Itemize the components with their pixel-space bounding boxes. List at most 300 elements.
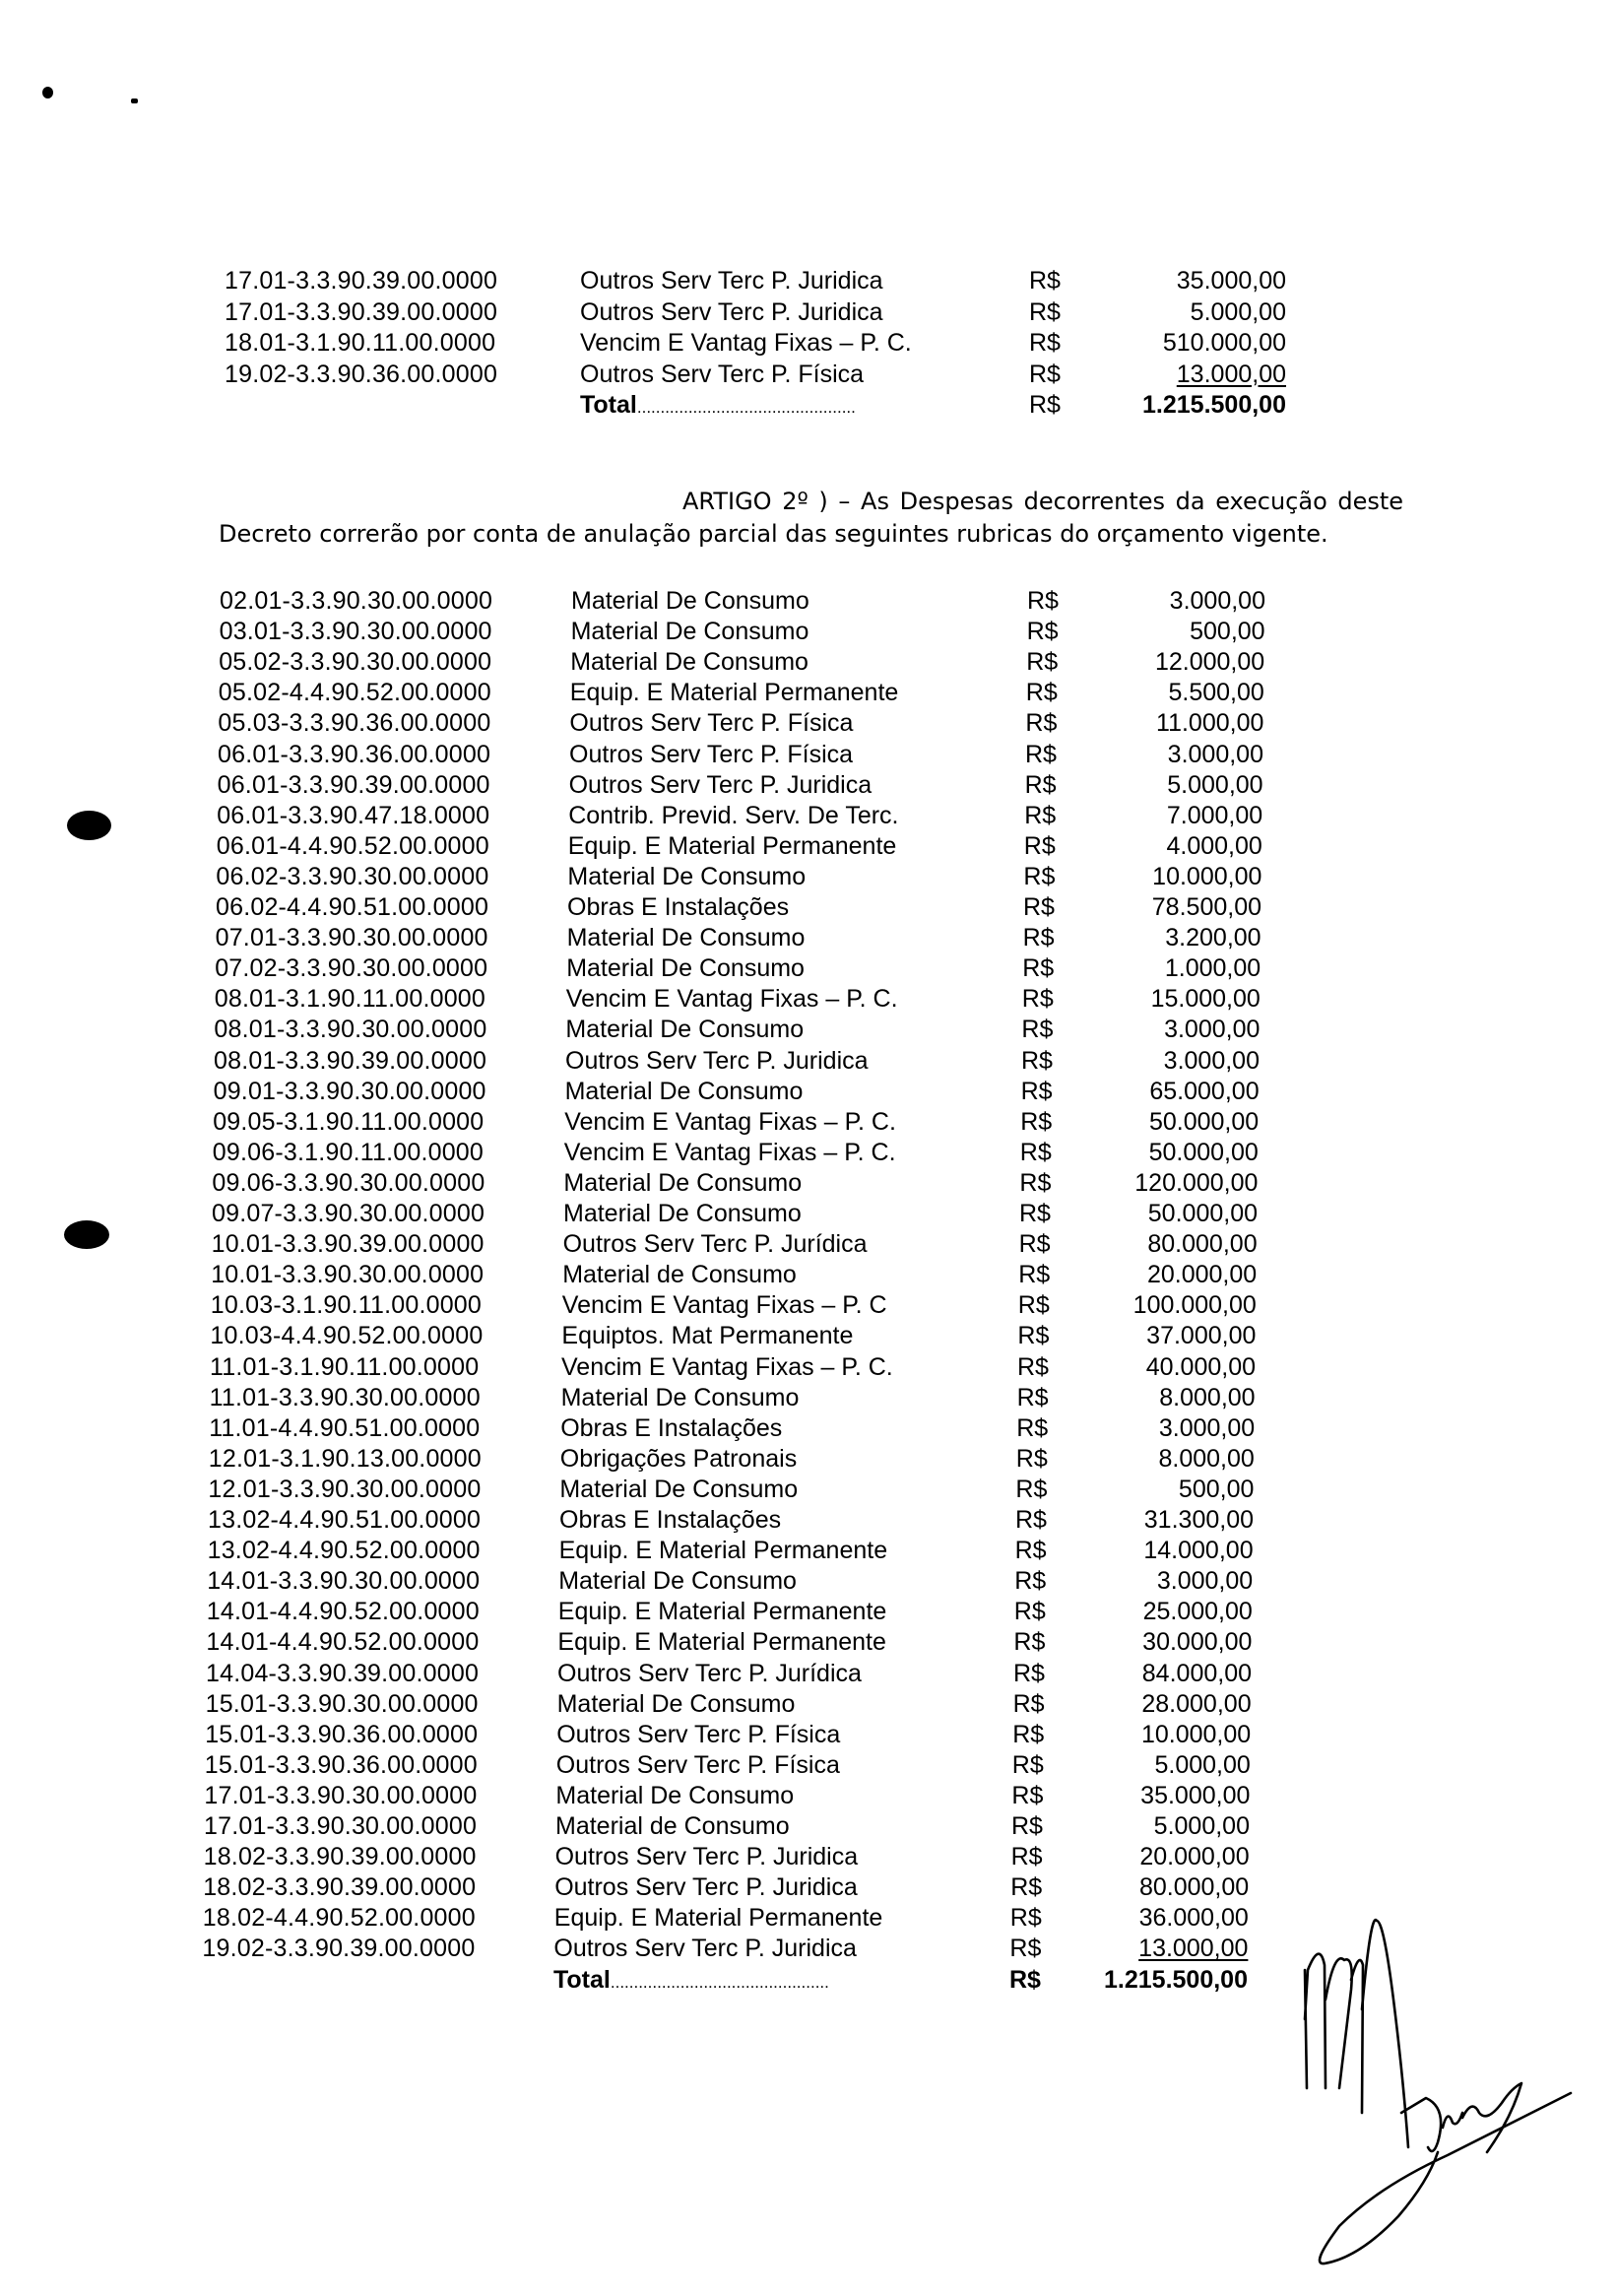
amount-text: 10.000,00	[1140, 1720, 1252, 1748]
table-row	[218, 740, 1399, 770]
amount-text: 3.000,00	[1156, 1567, 1254, 1596]
handwritten-signature-icon	[1261, 1891, 1617, 2296]
total-currency: R$	[1009, 1965, 1041, 1994]
expense-description: Material de Consumo	[555, 1812, 790, 1840]
amount-text: 100.000,00	[1132, 1291, 1257, 1320]
expense-description: Material De Consumo	[566, 954, 805, 983]
total-value: 1.215.500,00	[1142, 391, 1286, 419]
amount-text: 20.000,00	[1139, 1843, 1250, 1871]
table-row	[211, 1290, 1392, 1321]
amount-text: 80.000,00	[1147, 1230, 1258, 1259]
amount-value	[1045, 892, 1261, 923]
table-row	[208, 1505, 1390, 1536]
table-row	[210, 1383, 1391, 1413]
amount-value	[1034, 1750, 1251, 1781]
expense-description: Material De Consumo	[564, 1077, 804, 1105]
table-row	[211, 1260, 1392, 1290]
budget-code: 14.01-4.4.90.52.00.0000	[206, 1598, 480, 1626]
budget-code: 07.01-3.3.90.30.00.0000	[215, 924, 488, 952]
budget-code: 06.01-3.3.90.36.00.0000	[218, 740, 491, 768]
budget-code: 10.03-3.1.90.11.00.0000	[210, 1291, 483, 1320]
table-row	[207, 1597, 1389, 1627]
table-row	[214, 1015, 1395, 1045]
budget-code: 05.03-3.3.90.36.00.0000	[218, 709, 491, 738]
total-leader-dots: ...............................................	[610, 1972, 829, 1992]
expense-description: Material De Consumo	[559, 1475, 799, 1503]
amount-text: 13.000,00	[1138, 1935, 1249, 1963]
currency-label: R$	[1015, 1444, 1048, 1473]
currency-label: R$	[1011, 1781, 1044, 1809]
amount-text: 5.000,00	[1167, 770, 1263, 799]
table-row	[219, 678, 1400, 708]
amount-text: 36.000,00	[1138, 1904, 1249, 1933]
budget-code: 11.01-3.1.90.11.00.0000	[210, 1352, 480, 1381]
currency-label: R$	[1013, 1628, 1046, 1657]
budget-code: 19.02-3.3.90.39.00.0000	[202, 1935, 476, 1963]
currency-label: R$	[1019, 1138, 1052, 1166]
amount-value	[1043, 1046, 1260, 1077]
table-row	[207, 1566, 1389, 1597]
table-row	[212, 1229, 1393, 1260]
amount-value	[1032, 1872, 1249, 1903]
table-row	[209, 1413, 1391, 1444]
currency-label: R$	[1016, 1413, 1049, 1442]
budget-code: 18.02-3.3.90.39.00.0000	[203, 1873, 477, 1902]
budget-code: 19.02-3.3.90.36.00.0000	[225, 360, 498, 388]
table-row	[225, 328, 1406, 359]
expense-description: Vencim E Vantag Fixas – P. C.	[564, 1107, 896, 1136]
amount-value	[1045, 923, 1261, 953]
budget-code: 06.02-4.4.90.51.00.0000	[216, 893, 489, 921]
budget-code: 17.01-3.3.90.39.00.0000	[225, 267, 498, 295]
amount-value	[1047, 770, 1263, 801]
expense-description: Outros Serv Terc P. Física	[569, 740, 854, 768]
expense-description: Vencim E Vantag Fixas – P. C.	[565, 985, 898, 1014]
expense-description: Outros Serv Terc P. Juridica	[554, 1843, 859, 1871]
expense-description: Equip. E Material Permanente	[558, 1537, 888, 1565]
currency-label: R$	[1026, 618, 1059, 646]
amount-value	[1046, 831, 1262, 862]
amount-text: 78.500,00	[1151, 893, 1261, 921]
currency-label: R$	[1009, 1904, 1042, 1933]
total-row	[202, 1965, 1384, 1996]
amount-text: 84.000,00	[1141, 1659, 1252, 1687]
expense-description: Equip. E Material Permanente	[567, 831, 897, 860]
currency-label: R$	[1018, 1230, 1051, 1259]
budget-code: 15.01-3.3.90.36.00.0000	[205, 1720, 479, 1748]
currency-label: R$	[1017, 1322, 1050, 1350]
article-2-heading: ARTIGO 2º ) – As Despesas decorrentes da execução deste	[682, 488, 1404, 515]
currency-label: R$	[1024, 801, 1057, 829]
budget-code: 02.01-3.3.90.30.00.0000	[220, 587, 493, 615]
currency-label: R$	[1023, 862, 1056, 890]
amount-text: 7.000,00	[1166, 801, 1263, 829]
budget-code: 05.02-3.3.90.30.00.0000	[219, 648, 492, 677]
amount-text: 3.000,00	[1164, 1016, 1261, 1044]
amount-value	[1033, 1781, 1250, 1811]
budget-code: 14.04-3.3.90.39.00.0000	[206, 1659, 480, 1687]
amount-text: 3.000,00	[1169, 587, 1265, 615]
table-row	[219, 647, 1400, 678]
expense-description: Obras E Instalações	[560, 1413, 783, 1442]
amount-text: 3.000,00	[1158, 1413, 1256, 1442]
currency-label: R$	[1014, 1567, 1047, 1596]
currency-label: R$	[1027, 587, 1059, 615]
amount-value	[1048, 647, 1264, 678]
currency-label: R$	[1029, 297, 1061, 326]
expense-description: Equip. E Material Permanente	[557, 1628, 886, 1657]
table-row	[206, 1627, 1388, 1658]
currency-label: R$	[1011, 1812, 1043, 1840]
amount-value	[1033, 1811, 1250, 1842]
budget-code: 11.01-4.4.90.51.00.0000	[209, 1413, 481, 1442]
table-row	[217, 801, 1398, 831]
budget-code: 08.01-3.3.90.39.00.0000	[214, 1046, 487, 1075]
table-row	[204, 1842, 1386, 1872]
currency-label: R$	[1020, 1077, 1053, 1105]
table-row	[220, 617, 1401, 647]
amount-value	[1041, 1168, 1258, 1199]
table-row	[214, 1077, 1395, 1107]
amount-value	[1045, 862, 1261, 892]
expense-description: Outros Serv Terc P. Juridica	[580, 297, 883, 326]
amount-text: 5.500,00	[1168, 679, 1264, 707]
currency-label: R$	[1012, 1720, 1045, 1748]
budget-code: 17.01-3.3.90.30.00.0000	[204, 1781, 478, 1809]
expense-description: Outros Serv Terc P. Física	[556, 1720, 841, 1748]
budget-code: 12.01-3.1.90.13.00.0000	[208, 1444, 482, 1473]
amount-value	[1040, 1290, 1257, 1321]
total-row	[225, 390, 1406, 421]
budget-code: 18.01-3.1.90.11.00.0000	[225, 329, 496, 357]
budget-code: 17.01-3.3.90.30.00.0000	[204, 1812, 478, 1840]
amount-value	[1042, 1138, 1259, 1168]
total-label-text: Total	[580, 391, 637, 419]
amount-text: 10.000,00	[1152, 862, 1262, 890]
currency-label: R$	[1013, 1659, 1045, 1687]
table-row	[206, 1659, 1388, 1689]
total-label	[553, 1965, 829, 1998]
budget-code: 18.02-3.3.90.39.00.0000	[203, 1843, 477, 1871]
expense-description: Material De Consumo	[563, 1200, 802, 1227]
expense-description: Outros Serv Terc P. Juridica	[580, 267, 883, 295]
amount-text: 3.200,00	[1165, 924, 1261, 952]
table-row	[215, 953, 1396, 984]
currency-label: R$	[1021, 1016, 1054, 1044]
amount-text: 50.000,00	[1148, 1107, 1260, 1136]
amount-value	[1044, 953, 1261, 984]
table-row	[204, 1781, 1386, 1811]
table-row	[220, 586, 1401, 617]
scan-speck-icon	[131, 98, 138, 103]
table-row	[206, 1689, 1388, 1720]
budget-code: 08.01-3.3.90.30.00.0000	[214, 1016, 487, 1044]
currency-label: R$	[1010, 1843, 1043, 1871]
amount-value	[1069, 328, 1286, 359]
amount-value	[1031, 1934, 1248, 1964]
expense-description: Material de Consumo	[562, 1261, 797, 1289]
budget-code: 14.01-3.3.90.30.00.0000	[207, 1567, 481, 1596]
table-row	[217, 831, 1398, 862]
budget-code: 09.05-3.1.90.11.00.0000	[213, 1107, 485, 1136]
currency-label: R$	[1015, 1475, 1048, 1503]
expense-description: Outros Serv Terc P. Jurídica	[562, 1230, 868, 1259]
table-row	[225, 266, 1406, 296]
amount-value	[1037, 1536, 1254, 1566]
currency-label: R$	[1024, 770, 1057, 799]
currency-label: R$	[1021, 1046, 1053, 1075]
currency-label: R$	[1018, 1261, 1051, 1289]
amount-text: 4.000,00	[1166, 831, 1262, 860]
total-currency: R$	[1029, 391, 1061, 419]
punch-hole-icon	[67, 811, 111, 840]
budget-code: 10.03-4.4.90.52.00.0000	[210, 1322, 484, 1350]
amount-text: 500,00	[1178, 1475, 1255, 1503]
amount-value	[1069, 266, 1286, 296]
budget-code: 06.01-3.3.90.47.18.0000	[217, 801, 490, 829]
budget-code: 07.02-3.3.90.30.00.0000	[215, 954, 488, 983]
punch-hole-icon	[64, 1220, 109, 1249]
table-row	[225, 297, 1406, 328]
budget-code: 12.01-3.3.90.30.00.0000	[208, 1475, 482, 1503]
expense-description: Material De Consumo	[555, 1781, 795, 1809]
amount-text: 3.000,00	[1167, 740, 1263, 768]
expense-description: Outros Serv Terc P. Física	[555, 1750, 840, 1779]
budget-code: 10.01-3.3.90.30.00.0000	[211, 1261, 485, 1289]
expense-description: Equip. E Material Permanente	[553, 1904, 883, 1933]
expense-description: Material De Consumo	[566, 924, 806, 952]
expense-description: Outros Serv Terc P. Juridica	[568, 770, 873, 799]
amount-value	[1041, 1229, 1258, 1260]
budget-code: 13.02-4.4.90.52.00.0000	[207, 1537, 481, 1565]
amount-value	[1043, 1015, 1260, 1045]
amount-text: 40.000,00	[1145, 1352, 1256, 1381]
amount-text: 37.000,00	[1146, 1322, 1257, 1350]
table-row	[205, 1750, 1387, 1781]
currency-label: R$	[1025, 709, 1058, 738]
table-row	[210, 1352, 1391, 1383]
table-row	[203, 1872, 1385, 1903]
expense-description: Material De Consumo	[567, 862, 807, 890]
budget-code: 08.01-3.1.90.11.00.0000	[214, 985, 486, 1014]
amount-value	[1035, 1659, 1252, 1689]
amount-text: 28.000,00	[1141, 1689, 1252, 1718]
table-row	[213, 1138, 1394, 1168]
amount-text: 14.000,00	[1143, 1537, 1254, 1565]
total-value: 1.215.500,00	[1104, 1965, 1248, 1994]
amount-value	[1047, 740, 1263, 770]
currency-label: R$	[1017, 1291, 1050, 1320]
expense-description: Equip. E Material Permanente	[569, 679, 899, 707]
budget-code: 06.01-3.3.90.39.00.0000	[217, 770, 490, 799]
amount-value	[1043, 1077, 1260, 1107]
amount-value	[1039, 1352, 1256, 1383]
total-leader-dots: ...............................................	[636, 398, 856, 417]
amount-text: 8.000,00	[1158, 1444, 1255, 1473]
amount-text: 5.000,00	[1153, 1812, 1250, 1840]
currency-label: R$	[1029, 329, 1061, 357]
currency-label: R$	[1011, 1750, 1044, 1779]
amount-text: 510.000,00	[1162, 329, 1286, 357]
budget-code: 09.06-3.1.90.11.00.0000	[212, 1138, 485, 1166]
budget-code: 17.01-3.3.90.39.00.0000	[225, 297, 498, 326]
amount-value	[1038, 1413, 1255, 1444]
currency-label: R$	[1023, 893, 1055, 921]
currency-label: R$	[1010, 1873, 1043, 1902]
amount-value	[1040, 1260, 1257, 1290]
amount-value	[1035, 1689, 1252, 1720]
expense-description: Outros Serv Terc P. Jurídica	[557, 1659, 862, 1687]
budget-code: 06.01-4.4.90.52.00.0000	[216, 831, 489, 860]
amount-value	[1039, 1383, 1256, 1413]
expense-description: Material De Consumo	[570, 648, 808, 677]
table-row	[214, 1046, 1395, 1077]
table-row	[216, 892, 1397, 923]
currency-label: R$	[1023, 831, 1056, 860]
table-row	[216, 923, 1397, 953]
amount-text: 8.000,00	[1159, 1383, 1256, 1411]
currency-label: R$	[1025, 679, 1058, 707]
currency-label: R$	[1012, 1689, 1045, 1718]
amount-value	[1046, 801, 1262, 831]
scan-speck-icon	[42, 87, 53, 98]
amount-value	[1069, 297, 1286, 328]
amount-text: 500,00	[1190, 618, 1265, 646]
amount-value	[1069, 360, 1286, 390]
table-row	[212, 1168, 1393, 1199]
currency-label: R$	[1009, 1935, 1042, 1963]
budget-code: 11.01-3.3.90.30.00.0000	[209, 1383, 481, 1411]
expense-description: Outros Serv Terc P. Física	[569, 709, 854, 738]
currency-label: R$	[1026, 648, 1059, 677]
amount-value	[1049, 617, 1265, 647]
expense-description: Vencim E Vantag Fixas – P. C.	[580, 329, 912, 357]
table-row	[202, 1934, 1384, 1964]
budget-code: 15.01-3.3.90.30.00.0000	[205, 1689, 479, 1718]
budget-code: 10.01-3.3.90.39.00.0000	[211, 1230, 485, 1259]
amount-text: 11.000,00	[1156, 709, 1264, 738]
currency-label: R$	[1016, 1383, 1049, 1411]
expense-description: Outros Serv Terc P. Física	[580, 360, 865, 388]
expense-description: Equip. E Material Permanente	[557, 1598, 887, 1626]
table-row	[225, 360, 1406, 390]
amount-value	[1049, 586, 1265, 617]
amount-text: 5.000,00	[1154, 1750, 1251, 1779]
amount-value	[1047, 708, 1263, 739]
currency-label: R$	[1025, 740, 1057, 768]
budget-code: 05.02-4.4.90.52.00.0000	[218, 679, 491, 707]
budget-code: 09.07-3.3.90.30.00.0000	[212, 1200, 485, 1227]
amount-value	[1048, 678, 1264, 708]
budget-code: 06.02-3.3.90.30.00.0000	[216, 862, 489, 890]
budget-code: 18.02-4.4.90.52.00.0000	[202, 1904, 476, 1933]
table-row	[205, 1720, 1387, 1750]
currency-label: R$	[1013, 1598, 1046, 1626]
amount-value	[1037, 1475, 1254, 1505]
amount-text: 12.000,00	[1154, 648, 1265, 677]
amount-text: 13.000,00	[1176, 360, 1286, 388]
table-row	[204, 1811, 1386, 1842]
budget-code: 13.02-4.4.90.51.00.0000	[208, 1506, 482, 1534]
amount-value	[1034, 1720, 1251, 1750]
amount-value	[1041, 1199, 1258, 1229]
expense-description: Contrib. Previd. Serv. De Terc.	[568, 801, 899, 829]
table-row	[215, 984, 1396, 1015]
table-row	[212, 1199, 1393, 1229]
currency-label: R$	[1029, 267, 1061, 295]
article-2-body: Decreto correrão por conta de anulação parcial das seguintes rubricas do orçamento vigente.	[219, 520, 1328, 548]
expense-description: Vencim E Vantag Fixas – P. C.	[561, 1352, 893, 1381]
amount-value	[1035, 1627, 1252, 1658]
table-row	[218, 770, 1399, 801]
amount-text: 1.000,00	[1164, 954, 1261, 983]
total-label	[580, 390, 856, 423]
currency-label: R$	[1022, 924, 1055, 952]
budget-code: 09.01-3.3.90.30.00.0000	[213, 1077, 486, 1105]
expense-description: Outros Serv Terc P. Juridica	[565, 1046, 869, 1075]
currency-label: R$	[1019, 1200, 1051, 1227]
amount-text: 20.000,00	[1146, 1261, 1258, 1289]
expense-description: Vencim E Vantag Fixas – P. C	[561, 1291, 887, 1320]
budget-code: 03.01-3.3.90.30.00.0000	[219, 618, 492, 646]
amount-text: 65.000,00	[1149, 1077, 1260, 1105]
amount-value	[1037, 1505, 1254, 1536]
amount-value	[1039, 1321, 1256, 1351]
expense-description: Material De Consumo	[558, 1567, 797, 1596]
table-row	[208, 1475, 1390, 1505]
amount-text: 15.000,00	[1150, 985, 1261, 1014]
currency-label: R$	[1019, 1168, 1052, 1197]
expense-description: Vencim E Vantag Fixas – P. C.	[563, 1138, 896, 1166]
expense-description: Obras E Instalações	[567, 893, 790, 921]
amount-value	[1036, 1597, 1253, 1627]
currency-label: R$	[1029, 360, 1061, 388]
amount-text: 30.000,00	[1142, 1628, 1253, 1657]
expense-description: Obras E Instalações	[559, 1506, 782, 1534]
table-row	[210, 1321, 1391, 1351]
expense-description: Material De Consumo	[570, 618, 809, 646]
table-row	[208, 1536, 1390, 1566]
amount-text: 31.300,00	[1143, 1506, 1254, 1534]
amount-value	[1032, 1903, 1249, 1934]
expense-description: Material De Consumo	[571, 587, 809, 615]
currency-label: R$	[1020, 1107, 1053, 1136]
currency-label: R$	[1021, 985, 1054, 1014]
amount-value	[1036, 1566, 1253, 1597]
currency-label: R$	[1017, 1352, 1049, 1381]
table-row	[218, 708, 1399, 739]
currency-label: R$	[1014, 1537, 1047, 1565]
table-row	[216, 862, 1397, 892]
table-row	[213, 1107, 1394, 1138]
amount-text: 120.000,00	[1134, 1168, 1259, 1197]
expense-description: Material De Consumo	[556, 1689, 796, 1718]
table-row	[203, 1903, 1385, 1934]
budget-code: 09.06-3.3.90.30.00.0000	[212, 1168, 485, 1197]
currency-label: R$	[1015, 1506, 1047, 1534]
amount-value	[1042, 1107, 1259, 1138]
expense-description: Equiptos. Mat Permanente	[561, 1322, 854, 1350]
expense-description: Material De Consumo	[560, 1383, 800, 1411]
expense-description: Material De Consumo	[565, 1016, 805, 1044]
amount-value	[1038, 1444, 1255, 1475]
expense-description: Outros Serv Terc P. Juridica	[554, 1873, 858, 1902]
currency-label: R$	[1022, 954, 1055, 983]
amount-text: 5.000,00	[1190, 297, 1286, 326]
amount-text: 25.000,00	[1142, 1598, 1253, 1626]
amount-text: 50.000,00	[1148, 1138, 1259, 1166]
table-row	[209, 1444, 1391, 1475]
